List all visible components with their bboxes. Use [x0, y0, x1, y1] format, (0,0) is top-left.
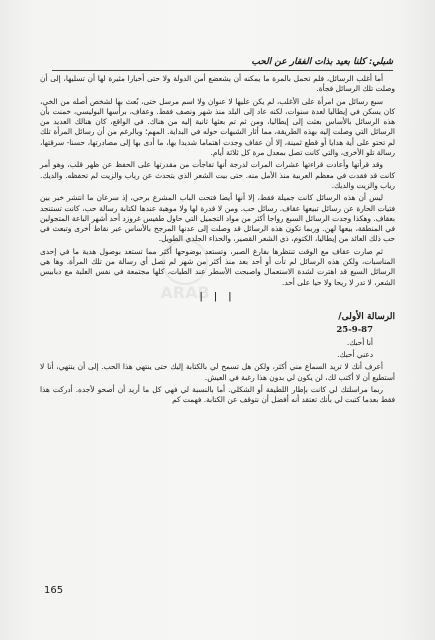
- letter-line: دعني أحبك.: [337, 350, 373, 360]
- page-number: 165: [44, 585, 64, 596]
- section-separator: | | |: [199, 291, 236, 302]
- letter-paragraph: ربما مراسلتك لي كانت بإطار اللطيفة أو الشكلي. أما بالنسبة لي فهي كل ما أريد أن أصحو لأجده. أدركت هذا فقط بعدما كتبت لي بأنك تعتقد أنه أفضل أن نتوقف عن الكتابة. فهمت كم: [40, 385, 395, 405]
- page-body: [40, 74, 395, 408]
- letter-paragraph: أعرف أنك لا تريد السماع مني أكثر، ولكن هل تسمح لي بالكتابة إليك حتى ينتهي هذا الحب. إلى أن ينتهي، أنا لا أستطيع أن لا أكتب لك، لن يكون لي بدون هذا رغبة في العيش.: [40, 362, 395, 382]
- watermark-text: ARAB: [160, 283, 210, 302]
- running-header: شبلي: كلنا بعيد بذات الفقار عن الحب: [251, 57, 393, 67]
- paragraph: ثم صارت عقاف مع الوقت تنتظرها بفارغ الصبر، وتستعد بوضوحها أكثر مما تستعد بوصول هدية ما في إحدى المناسبات، ولكن هذه الرسائل لم تأت أو أحد بعد منذ أكثر من شهر لم تصل أي رسالة من تلك المرأة. وها هي الرسائل السبع قد اهترت لشدة الاستعمال واصبحت الأسطر عند الطيات، كلها مجتمعة في نفس العلبة مع دبابيس الشعر، لا تدر لا ريحا ولا حيا على أحد.: [40, 246, 395, 287]
- paragraph: أما أغلب الرسائل، فلم تحمل بالمرة ما يمكنه أن يشعضع أمن الدولة ولا حتى أخبارا مثيرة لها أن تسليها، إلى أن وصلت تلك الرسائل فجأة.: [40, 74, 395, 94]
- letter-date: 25-9-87: [336, 324, 373, 335]
- paragraph: وقد قرأتها وأعادت قراءتها عشرات المرات لدرجة أنها تفاجأت من مقدرتها على الحفظ عن ظهر قلب، وهو أمر كانت قد فقدت في معظم العربية منذ الأمل منه. حتى بيت الشعر الذي يتحدث عن رياب والزيت لم تحفظه. والديك. رياب والزيت والديك.: [40, 160, 395, 190]
- header-rule: [52, 70, 393, 71]
- paragraph: ليس أن هذه الرسائل كانت جميلة فقط، إلا أنها أيضا فتحت الباب المشرع برحي، إذ سرعان ما انتشر خبر بين فتيات الحارة عن رسائل تبيعها عقاف. رسائل حب. ومن لا قدرة لها ولا موهبة عندها لكتابة رسالة حب، كانت تستنجد بعقاف. وهكذا وجدت الرسائل السبع رواجا أكثر من مواد التجميل التي حاول طفيس غروزد أحد أشهر الباعة المتجولين في المنطقة، بيعها لهن. وربما تكون هذه الرسائل قد وصلت إلى عدنها المرجح بالأساس عبر نقاط أخرى وتبعث في حب ذلك العائد من إيطاليا، الكتوم، ذي الشعر القصير، والحذاء الجلدي الطويل.: [40, 193, 395, 244]
- paragraph: سبع رسائل من امرأة على الأغلب، لم يكن عليها لا عنوان ولا اسم مرسل حتى، بُعث بها لشخص أصله من الخي، كان يسكن في إيطاليا لعدة سنوات، لكنه عاد إلى البلد منذ شهر ونصف فقط. وعقاف، برأسها البوليسي، خمنت بأن هذه الرسائل بالأساس بعثت إلى إيطاليا، ومن ثم تم بعثها ثانية إليه من هناك. في الواقع، كان هنالك العديد من الرسائل التي وصلت إليه بهذه الطريقة، مما أثار الشبهات حوله في البداية. المهم؛ وبالرغم من أن رسائل المرأة تلك لم تحتو على أية هدايا أو قطع ثمينة، إلا أن عقاف وجدت اهتماما شديدا بها، ما أدى بها إلى مصادرتها، حسنا- سرقتها، رسالة تلو الأخرى، والتي كانت تصل بمعدل مرة كل ثلاثة أيام.: [40, 96, 395, 158]
- letter-title: الرسالة الأولى/: [338, 312, 395, 323]
- letter-line: أنا أحبك.: [346, 337, 373, 347]
